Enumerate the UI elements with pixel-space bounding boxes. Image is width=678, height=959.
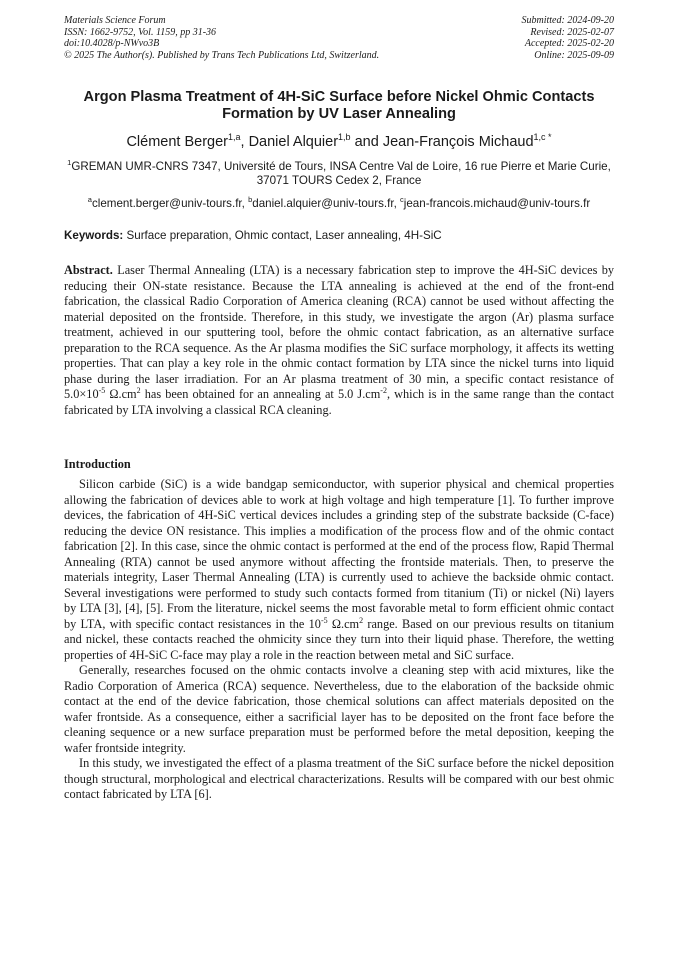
abstract-text: , which is in the same range than the contact fabricated by LTA involving a classical RCA cleaning. — [64, 387, 615, 417]
email-address[interactable]: daniel.alquier@univ-tours.fr — [252, 196, 394, 210]
email-marker: c — [400, 195, 404, 204]
author-name: Clément Berger — [126, 133, 228, 150]
affiliation-text: GREMAN UMR-CNRS 7347, Université de Tours, INSA Centre Val de Loire, 16 rue Pierre et Marie Curie, 37071 TOURS Cedex 2, France — [71, 159, 611, 188]
introduction-paragraph: Generally, researches focused on the ohmic contacts involve a cleaning step with acid mixtures, like the Radio Corporation of America (RCA) sequence. Nevertheless, due to the elaboration of the backside ohmic contact at the end of the device fabrication, those chemical solutions can affect materials deposited on the wafer frontside. As a consequence, either a sacrificial layer has to be deposited on the front face before the cleaning sequence or a new surface preparation must be performed before the metal deposition, keeping the wafer frontside integrity. — [64, 663, 614, 755]
paper-title: Argon Plasma Treatment of 4H-SiC Surface before Nickel Ohmic Contacts Formation by UV Laser Annealing — [83, 89, 595, 122]
introduction-heading: Introduction — [64, 457, 131, 471]
abstract-text: has been obtained for an annealing at 5.0 J.cm — [140, 387, 381, 401]
affiliation — [64, 156, 614, 189]
author-list: Clément Berger$^{1,a}$, Daniel Alquier$^{1,b}$ and Jean-François Michaud$^{1,c *}$ — [126, 132, 552, 150]
abstract-label: Abstract. — [64, 263, 113, 277]
submitted-date: Submitted: 2024-09-20 — [521, 15, 614, 26]
keywords-label: Keywords: — [64, 229, 124, 242]
issn-line: ISSN: 1662-9752, Vol. 1159, pp 31-36 — [64, 26, 217, 38]
abstract-text: Ω.cm — [105, 387, 137, 401]
journal-name: Materials Science Forum — [64, 15, 166, 26]
introduction-paragraph: In this study, we investigated the effect of a plasma treatment of the SiC surface before the nickel deposition though structural, morphological and electrical characterizations. Results will be compared with our best ohmic contact fabricated by LTA [6]. — [64, 756, 614, 801]
author-affiliation-marker: 1,c * — [533, 132, 552, 142]
paragraph-text: Ω.cm — [327, 616, 360, 631]
exponent: -2 — [380, 385, 387, 395]
keywords — [64, 229, 614, 243]
abstract-text: Laser Thermal Annealing (LTA) is a necessary fabrication step to improve the 4H-SiC devices by reducing their ON-state resistance. Because the LTA annealing is achieved at the end of the front-end fabrication, the classical Radio Corporation of America cleaning (RCA) cannot be used without affecting the material deposited on the frontside. Therefore, in this study, we investigate the argon (Ar) plasma surface treatment, achieved in our sputtering tool, before the ohmic contact fabrication, as an alternative surface preparation to the RCA sequence. As the Ar plasma modifies the SiC surface morphology, it affects its wetting properties. That can play a key role in the ohmic contact formation by LTA since the nickel turns into liquid phase during the laser irradiation. For an Ar plasma treatment of 30 min, a specific contact resistance of 5.0×10 — [64, 263, 615, 401]
copyright-line: © 2025 The Author(s). Published by Trans Tech Publications Ltd, Switzerland. — [64, 49, 380, 61]
author-name: Daniel Alquier — [248, 133, 339, 150]
author-affiliation-marker: 1,b — [338, 132, 351, 142]
exponent: 2 — [359, 615, 364, 625]
email-address[interactable]: clement.berger@univ-tours.fr — [91, 196, 242, 210]
email-marker: a — [87, 195, 92, 204]
introduction-paragraph — [64, 477, 614, 663]
exponent: 2 — [136, 385, 141, 395]
accepted-date: Accepted: 2025-02-20 — [524, 38, 614, 50]
paragraph-text: range. Based on our previous results on titanium and nickel, these contacts reached the ohmicity since they turn into their liquid phase. Therefore, the wetting properties of 4H-SiC C-face may play a role in the reaction between metal and SiC surface. — [64, 616, 615, 662]
affiliation-marker: 1 — [67, 158, 72, 167]
abstract — [64, 263, 614, 418]
author-affiliation-marker: 1,a — [227, 132, 241, 142]
author-name: Jean-François Michaud — [382, 133, 534, 150]
email-list: $^a$clement.berger@univ-tours.fr, $^b$daniel.alquier@univ-tours.fr, $^c$jean-francois.michaud@univ-tours.fr — [87, 195, 591, 210]
email-address[interactable]: jean-francois.michaud@univ-tours.fr — [403, 196, 591, 210]
revised-date: Revised: 2025-02-07 — [530, 26, 614, 38]
exponent: -5 — [98, 385, 106, 395]
doi-line: doi:10.4028/p-NWvo3B — [64, 38, 160, 50]
introduction-body — [64, 477, 614, 803]
keywords-text: Surface preparation, Ohmic contact, Laser annealing, 4H-SiC — [126, 229, 442, 242]
journal-info — [64, 15, 379, 61]
paragraph-text: Silicon carbide (SiC) is a wide bandgap semiconductor, with superior physical and chemical properties allowing the fabrication of devices able to work at high voltage and high temperature [1]. To further improve devices, the fabrication of 4H-SiC vertical devices includes a grinding step of the substrate backside (C-face) reducing the device ON resistance. This implies a modification of the process flow and of the ohmic contact fabrication [2]. In this case, since the ohmic contact is performed at the end of the process flow, Rapid Thermal Annealing (RTA) cannot be used anymore without affecting the frontside materials. Then, to preserve the materials integrity, Laser Thermal Annealing (LTA) is currently used to achieve the backside ohmic contact. Several investigations were performed to study such contacts formed from titanium (Ti) or nickel (Ni) layers by LTA [3], [4], [5]. From the literature, nickel seems the most favorable metal to form efficient ohmic contact by LTA, with specific contact resistances in the 10 — [64, 477, 614, 631]
online-date: Online: 2025-09-09 — [534, 49, 614, 61]
exponent: -5 — [320, 615, 328, 625]
email-marker: b — [248, 195, 253, 204]
publication-dates — [522, 15, 615, 61]
